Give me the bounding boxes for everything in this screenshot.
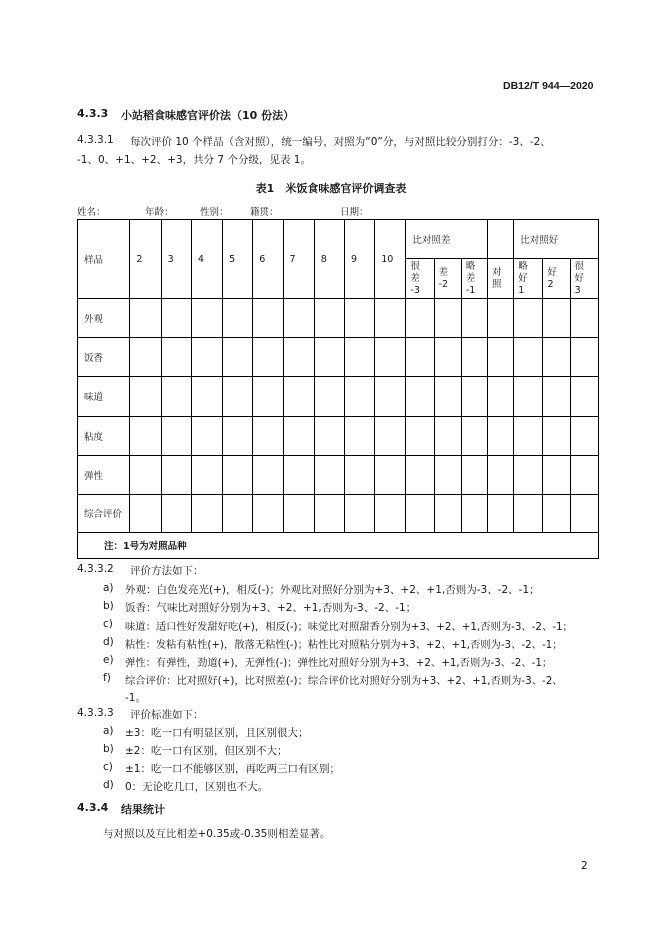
info-field-age: 年龄： [145, 207, 174, 218]
standard-item-d-text: 0：无论吃几口，区别也不大。 [125, 781, 269, 793]
sub-header-control: 对 照 [488, 259, 514, 299]
sample-number-2: 2 [130, 220, 161, 299]
method-item-e-mark: e) [103, 654, 114, 666]
section-4-3-3-2-title: 评价方法如下： [130, 565, 204, 577]
row-label: 饭香 [78, 338, 130, 377]
table-row-elasticity [78, 455, 599, 494]
sample-number-9: 9 [344, 220, 374, 299]
standard-item-c-text: ±1：吃一口不能够区别，再吃两三口有区别； [125, 763, 340, 775]
section-4-3-3-1-line2: -1、0、+1、+2、+3，共分 7 个分级，见表 1。 [77, 154, 311, 166]
sub-header-better: 好 2 [543, 259, 570, 299]
standard-item-a-text: ±3：吃一口有明显区别，且区别很大； [125, 727, 309, 739]
method-item-e-text: 弹性：有弹性，劲道(+)，无弹性(-)；弹性比对照好分别为+3、+2、+1,否则为-3、-2、-1； [125, 657, 553, 669]
row-label: 粘度 [78, 416, 130, 455]
section-4-3-4-text: 与对照以及互比相差+0.35或-0.35则相差显著。 [103, 828, 331, 840]
sub-header-slightly-worse: 略 差 -1 [461, 259, 487, 299]
row-label: 弹性 [78, 455, 130, 494]
sub-header-very-worse: 很 差 -3 [406, 259, 434, 299]
standard-item-d-mark: d) [103, 779, 114, 791]
row-label: 味道 [78, 377, 130, 416]
info-field-gender: 性别： [200, 207, 229, 218]
table-row-aroma [78, 338, 599, 377]
sample-number-5: 5 [223, 220, 253, 299]
standard-item-b-text: ±2：吃一口有区别，但区别不大； [125, 745, 288, 757]
method-item-d-mark: d) [103, 636, 114, 648]
table-row-stickiness [78, 416, 599, 455]
sample-number-4: 4 [191, 220, 222, 299]
sample-number-8: 8 [314, 220, 344, 299]
table-caption: 表1 米饭食味感官评价调查表 [255, 182, 407, 195]
method-item-c-text: 味道：适口性好发甜好吃(+)，相反(-)；味觉比对照甜香分别为+3、+2、+1,否则为-3、-2、-1； [125, 621, 573, 633]
blank-header-cell [488, 220, 514, 259]
section-4-3-3-1-number: 4.3.3.1 [77, 134, 114, 146]
better-than-control-header: 比对照好 [514, 220, 599, 259]
method-item-a-text: 外观：白色发亮光(+)，相反(-)；外观比对照好分别为+3、+2、+1,否则为-3、-2、-1； [125, 584, 540, 596]
sample-number-6: 6 [253, 220, 283, 299]
section-4-3-3-number: 4.3.3 [77, 107, 109, 120]
section-4-3-4-number: 4.3.4 [77, 801, 109, 814]
row-label: 综合评价 [78, 494, 130, 532]
method-item-f-continuation: -1。 [125, 692, 146, 704]
standard-item-a-mark: a) [103, 725, 114, 737]
info-field-name: 姓名： [77, 207, 106, 218]
sample-number-7: 7 [283, 220, 314, 299]
worse-than-control-header: 比对照差 [406, 220, 488, 259]
standard-item-b-mark: b) [103, 743, 114, 755]
info-field-date: 日期： [340, 207, 369, 218]
section-4-3-3-3-number: 4.3.3.3 [77, 707, 114, 719]
section-4-3-3-2-number: 4.3.3.2 [77, 563, 114, 575]
table-row-taste [78, 377, 599, 416]
row-label: 外观 [78, 299, 130, 338]
sample-number-3: 3 [161, 220, 191, 299]
table-row-appearance [78, 299, 599, 338]
section-4-3-3-1-line1: 每次评价 10 个样品（含对照），统一编号，对照为“0”分，与对照比较分别打分：-3、-2、 [130, 136, 551, 148]
table-row-overall [78, 494, 599, 532]
section-4-3-3-3-title: 评价标准如下： [130, 709, 204, 721]
section-4-3-3-title: 小站稻食味感官评价法（10 份法） [121, 109, 295, 122]
table-note: 注：1号为对照品种 [78, 532, 599, 558]
standard-item-c-mark: c) [103, 761, 113, 773]
method-item-f-text: 综合评价：比对照好(+)，比对照差(-)；综合评价比对照好分别为+3、+2、+1,否则为-3、-2、 [125, 675, 563, 687]
document-code: DB12/T 944—2020 [503, 80, 594, 92]
page-number: 2 [581, 860, 588, 872]
sample-header: 样品 [78, 220, 130, 299]
method-item-b-mark: b) [103, 600, 114, 612]
method-item-c-mark: c) [103, 618, 113, 630]
method-item-b-text: 饭香：气味比对照好分别为+3、+2、+1,否则为-3、-2、-1； [125, 602, 417, 614]
info-field-native-place: 籍贯： [250, 207, 279, 218]
sample-number-10: 10 [375, 220, 406, 299]
survey-table [77, 219, 599, 559]
sub-header-very-better: 很 好 3 [570, 259, 598, 299]
method-item-d-text: 粘性：发粘有粘性(+)，散落无粘性(-)；粘性比对照粘分别为+3、+2、+1,否则为-3、-2、-1； [125, 639, 563, 651]
section-4-3-4-title: 结果统计 [121, 803, 165, 816]
sub-header-slightly-better: 略 好 1 [514, 259, 543, 299]
method-item-a-mark: a) [103, 582, 114, 594]
method-item-f-mark: f) [103, 672, 111, 684]
sub-header-worse: 差 -2 [434, 259, 461, 299]
